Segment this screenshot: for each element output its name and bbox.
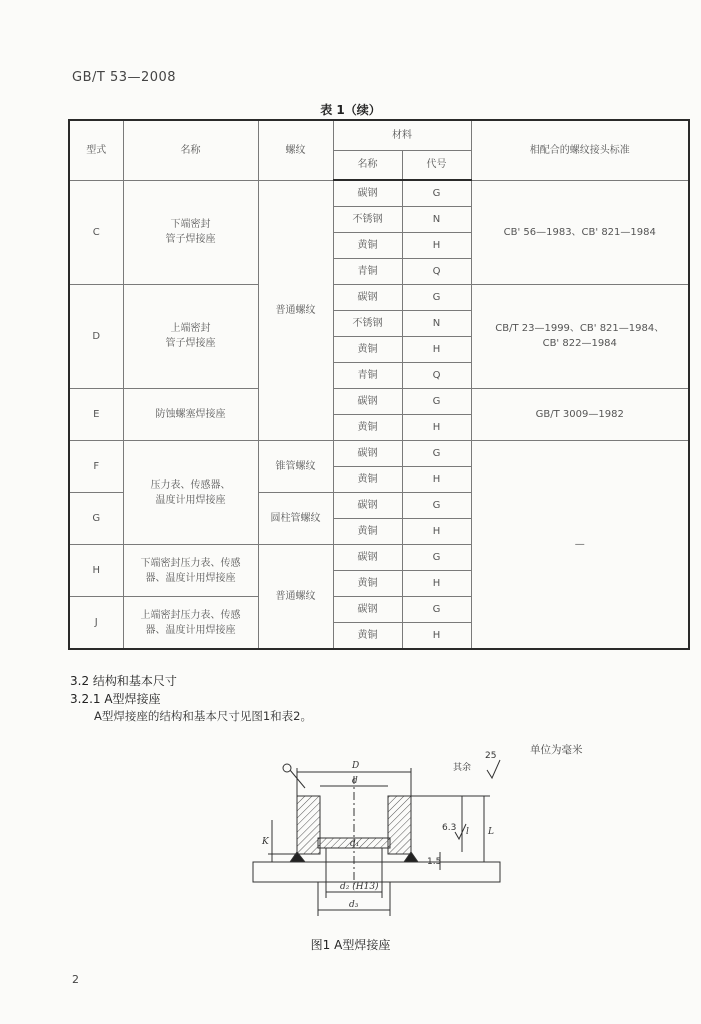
name-text: 下端密封 管子焊接座 <box>165 219 216 246</box>
base-plate <box>253 862 500 882</box>
material-cell: 黄铜 <box>333 467 402 493</box>
type-cell: F <box>69 440 123 492</box>
code-cell: H <box>402 414 471 440</box>
table-caption: 表 1（续） <box>320 103 381 117</box>
dim-label-l: l <box>466 827 469 837</box>
thread-cell: 普通螺纹 <box>258 545 333 649</box>
name-cell: 防蚀螺塞焊接座 <box>123 388 258 440</box>
section-body: A型焊接座的结构和基本尺寸见图1和表2。 <box>94 709 312 723</box>
dim-label-d: d <box>352 776 358 786</box>
material-cell: 黄铜 <box>333 232 402 258</box>
thread-cell: 普通螺纹 <box>258 180 333 440</box>
table-row <box>69 180 689 206</box>
code-cell: N <box>402 310 471 336</box>
material-cell: 不锈钢 <box>333 310 402 336</box>
col-header-standard: 相配合的螺纹接头标准 <box>471 120 689 180</box>
code-cell: N <box>402 206 471 232</box>
col-header-material: 材料 <box>333 120 471 150</box>
standard-text: CB/T 23—1999、CB' 821—1984、 CB' 822—1984 <box>495 323 665 350</box>
code-cell: G <box>402 597 471 623</box>
material-cell: 黄铜 <box>333 571 402 597</box>
table-row <box>69 284 689 310</box>
name-text: 下端密封压力表、传感 器、温度计用焊接座 <box>140 557 241 584</box>
roughness-symbol-inner <box>455 824 466 839</box>
code-cell: G <box>402 388 471 414</box>
standard-cell: — <box>471 440 689 649</box>
code-cell: H <box>402 336 471 362</box>
material-cell: 黄铜 <box>333 623 402 649</box>
col-header-thread: 螺纹 <box>258 120 333 180</box>
standard-cell: CB' 56—1983、CB' 821—1984 <box>471 180 689 284</box>
standard-cell: GB/T 3009—1982 <box>471 388 689 440</box>
material-cell: 黄铜 <box>333 414 402 440</box>
material-cell: 碳钢 <box>333 284 402 310</box>
type-cell: D <box>69 284 123 388</box>
code-cell: Q <box>402 258 471 284</box>
figure-caption: 图1 A型焊接座 <box>310 938 391 952</box>
material-cell: 不锈钢 <box>333 206 402 232</box>
code-cell: Q <box>402 362 471 388</box>
standard-code: GB/T 53—2008 <box>72 70 177 85</box>
dim-label-L: L <box>488 827 494 837</box>
section-heading: 3.2 结构和基本尺寸 <box>70 674 177 688</box>
code-cell: H <box>402 623 471 649</box>
name-cell <box>123 545 258 597</box>
material-cell: 碳钢 <box>333 493 402 519</box>
code-cell: H <box>402 571 471 597</box>
material-table <box>68 119 690 650</box>
code-cell: G <box>402 180 471 206</box>
code-cell: H <box>402 519 471 545</box>
left-wall <box>297 796 320 854</box>
table-row <box>69 440 689 466</box>
name-cell <box>123 284 258 388</box>
type-cell: H <box>69 545 123 597</box>
page-number: 2 <box>72 973 79 986</box>
type-cell: C <box>69 180 123 284</box>
dim-label-D: D <box>352 761 360 771</box>
col-header-type: 型式 <box>69 120 123 180</box>
unit-note: 单位为毫米 <box>530 744 583 756</box>
table-row <box>69 388 689 414</box>
material-cell: 黄铜 <box>333 336 402 362</box>
thread-cell: 锥管螺纹 <box>258 440 333 492</box>
right-wall <box>388 796 411 854</box>
weld-symbol <box>283 764 291 772</box>
type-cell: E <box>69 388 123 440</box>
col-header-material-code: 代号 <box>402 150 471 180</box>
type-cell: J <box>69 597 123 649</box>
roughness-value-label: 25 <box>485 751 497 761</box>
code-cell: G <box>402 284 471 310</box>
code-cell: G <box>402 493 471 519</box>
standard-cell <box>471 284 689 388</box>
type-cell: G <box>69 493 123 545</box>
name-cell <box>123 180 258 284</box>
code-cell: H <box>402 232 471 258</box>
name-cell <box>123 597 258 649</box>
thread-cell: 圆柱管螺纹 <box>258 493 333 545</box>
material-cell: 青铜 <box>333 362 402 388</box>
code-cell: G <box>402 545 471 571</box>
col-header-name: 名称 <box>123 120 258 180</box>
material-cell: 青铜 <box>333 258 402 284</box>
material-cell: 碳钢 <box>333 388 402 414</box>
name-text: 上端密封 管子焊接座 <box>165 323 216 350</box>
material-cell: 碳钢 <box>333 597 402 623</box>
code-cell: G <box>402 440 471 466</box>
dim-label-d1: d₁ <box>350 839 360 849</box>
roughness-rest-label: 其余 <box>453 763 472 773</box>
material-cell: 碳钢 <box>333 545 402 571</box>
name-text: 压力表、传感器、 温度计用焊接座 <box>150 479 231 506</box>
material-cell: 碳钢 <box>333 180 402 206</box>
weld-seat-drawing <box>0 740 701 930</box>
code-cell: H <box>402 467 471 493</box>
subsection-heading: 3.2.1 A型焊接座 <box>70 692 161 706</box>
dim-label-K: K <box>262 837 269 847</box>
name-text: 上端密封压力表、传感 器、温度计用焊接座 <box>140 609 241 636</box>
roughness-symbol-rest <box>487 760 500 778</box>
name-cell <box>123 440 258 544</box>
material-cell: 碳钢 <box>333 440 402 466</box>
material-cell: 黄铜 <box>333 519 402 545</box>
dim-label-d2: d₂ (H13) <box>340 882 379 892</box>
dim-label-d3: d₃ <box>349 900 359 910</box>
roughness-inner-label: 6.3 <box>442 823 457 833</box>
dim-label-1-5: 1.5 <box>427 857 442 867</box>
col-header-material-name: 名称 <box>333 150 402 180</box>
